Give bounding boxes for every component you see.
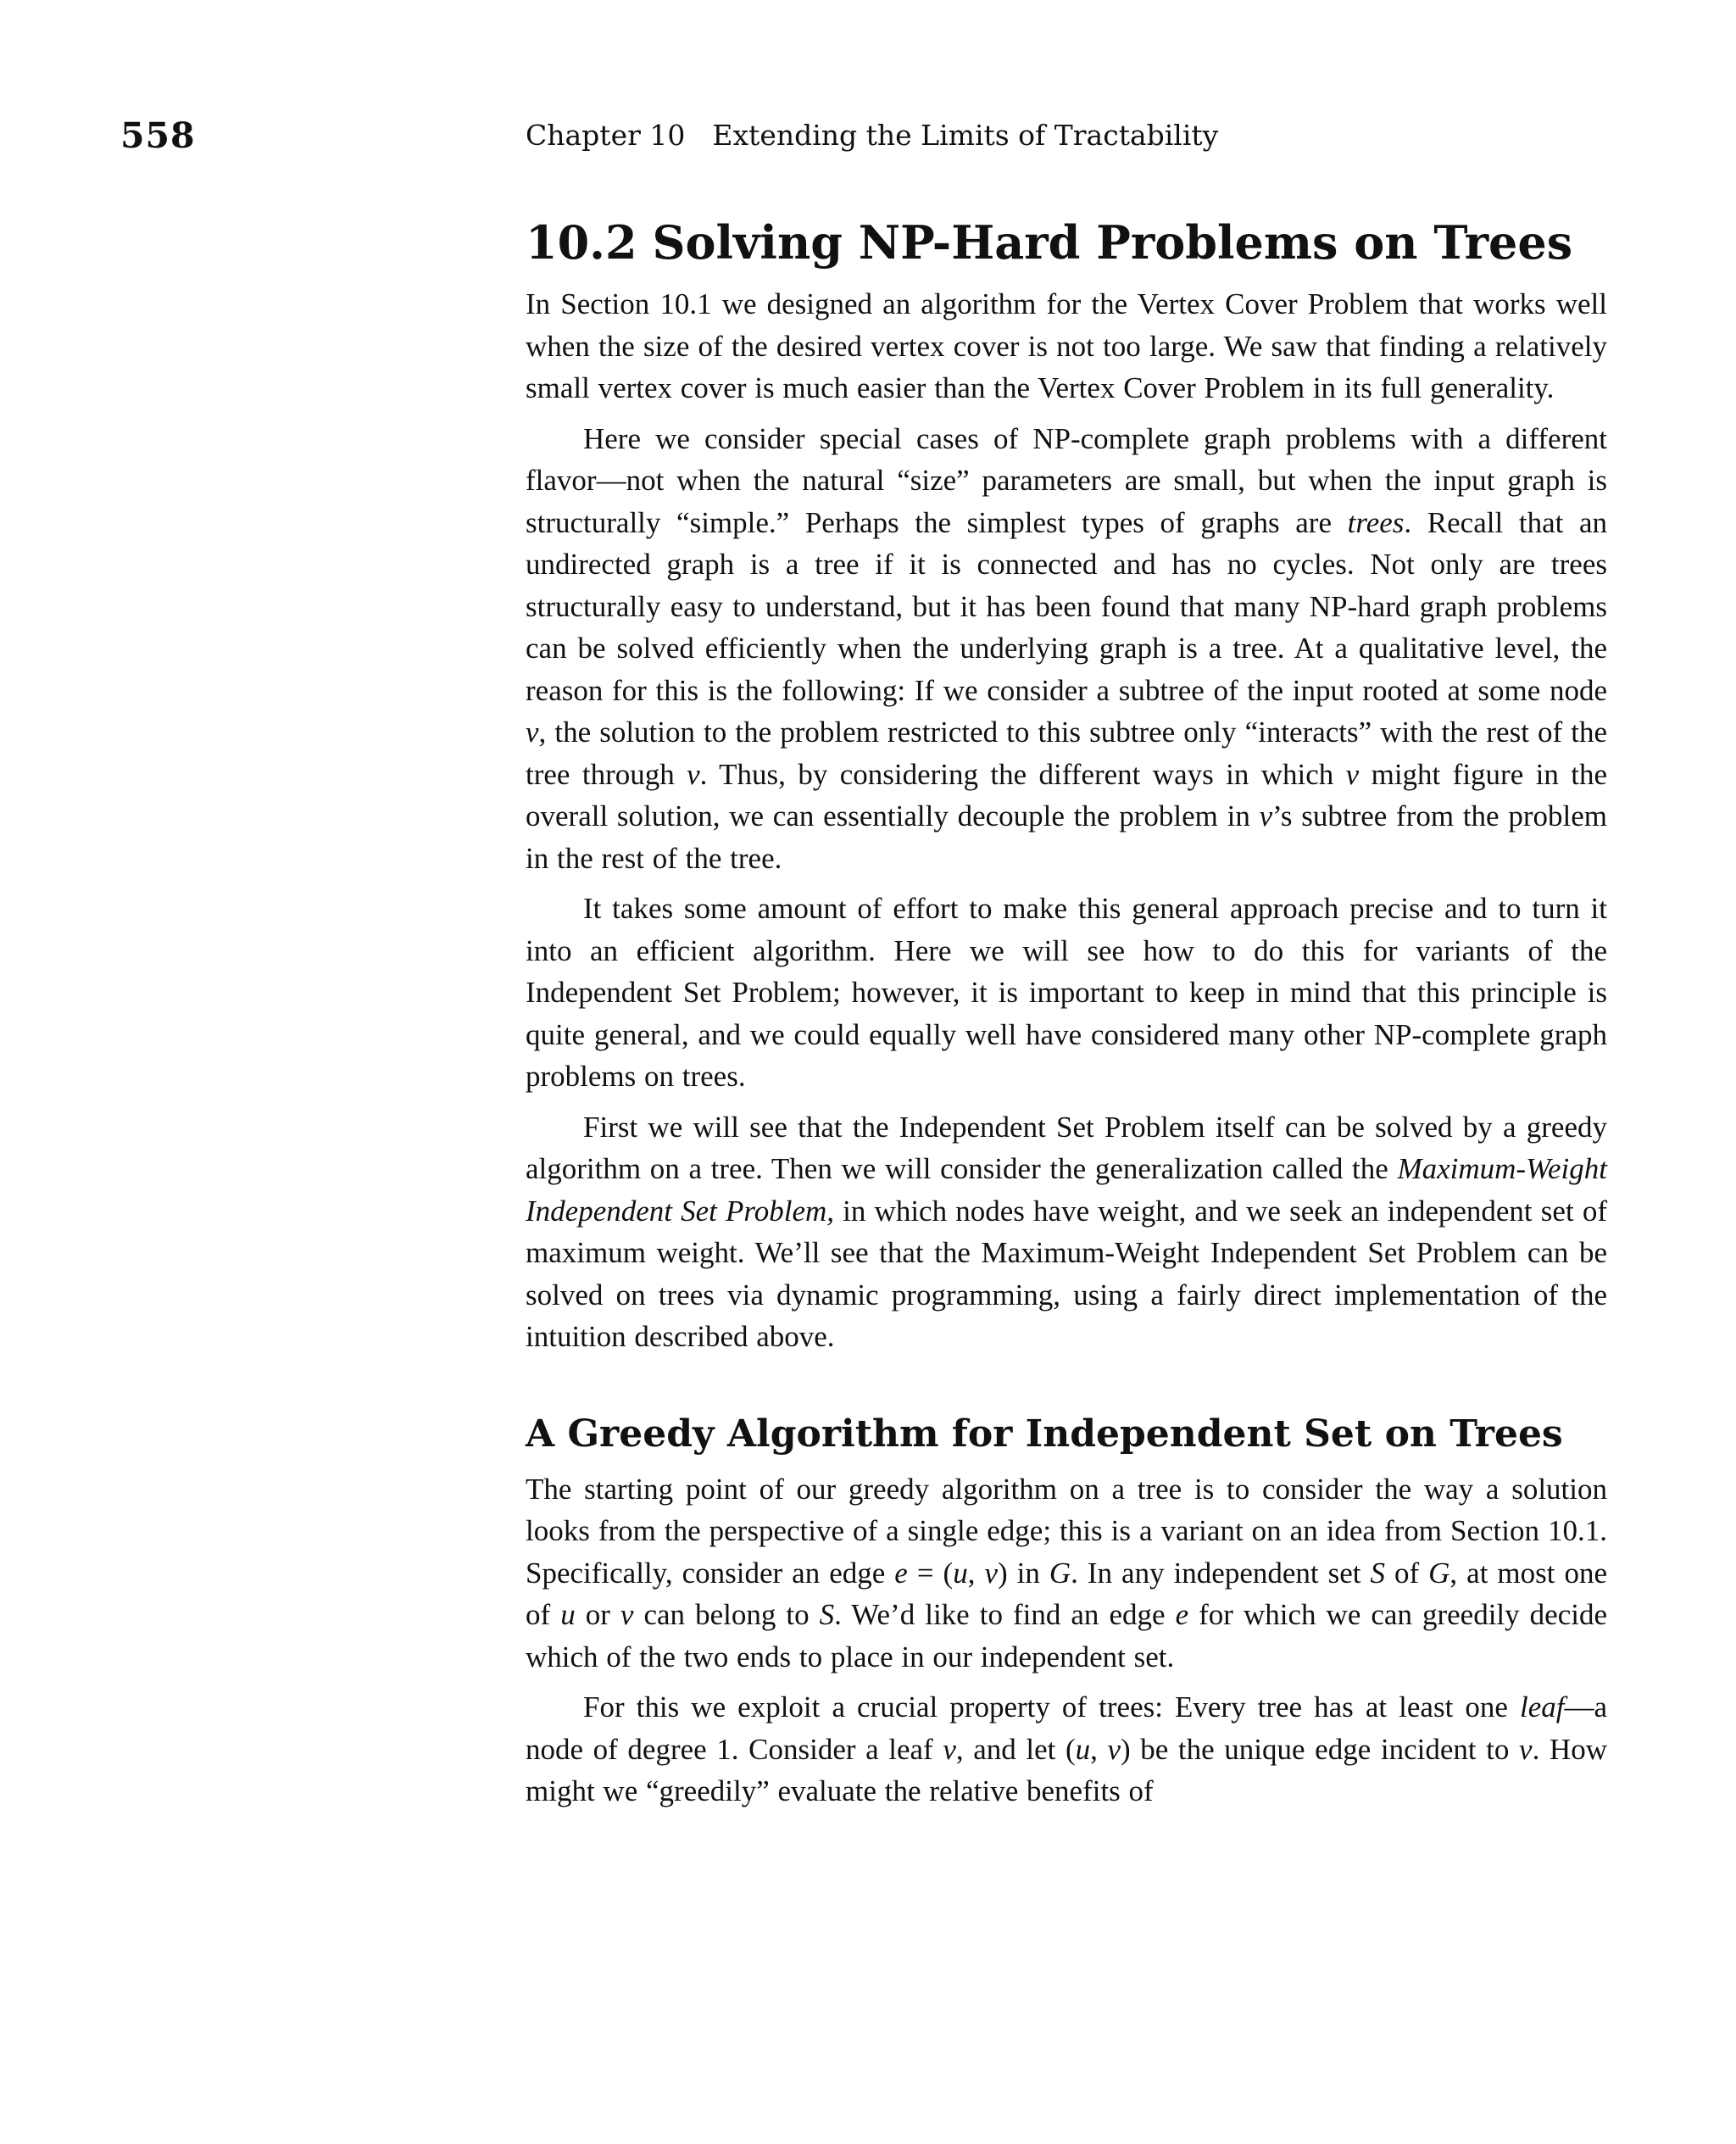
section-number: 10.2 xyxy=(526,215,637,270)
paragraph-6: For this we exploit a crucial property of trees: Every tree has at least one leaf—a node of degree 1. Consider a leaf v, and let (u, v) be the unique edge incident to v. How might we “greedily” evaluate the relative benefits of xyxy=(526,1690,1607,1807)
chapter-title: Extending the Limits of Tractability xyxy=(712,119,1219,152)
paragraph-4: First we will see that the Independent Set Problem itself can be solved by a greedy algorithm on a tree. Then we will consider the generalization called the Maximum-Weight Independent Set Problem, in which nodes have weight, and we seek an independent set of maximum weight. We’ll see that the Maximum-Weight Independent Set Problem can be solved on trees via dynamic programming, using a fairly direct implementation of the intuition described above. xyxy=(526,1110,1607,1353)
section-heading xyxy=(526,212,1607,273)
page-body xyxy=(526,212,1607,1821)
chapter-label: Chapter 10 xyxy=(526,119,686,152)
paragraph-3: It takes some amount of effort to make this general approach precise and to turn it into an efficient algorithm. Here we will see how to do this for variants of the Independent Set Problem; however, it is important to keep in mind that this principle is quite general, and we could equally well have considered many other NP-complete graph problems on trees. xyxy=(526,892,1607,1093)
page-number: 558 xyxy=(120,115,196,156)
section-title: Solving NP-Hard Problems on Trees xyxy=(652,215,1573,270)
paragraph-1: In Section 10.1 we designed an algorithm for the Vertex Cover Problem that works well when the size of the desired vertex cover is not too large. We saw that finding a relatively small vertex cover is much easier than the Vertex Cover Problem in its full generality. xyxy=(526,287,1607,404)
paragraph-5: The starting point of our greedy algorithm on a tree is to consider the way a solution looks from the perspective of a single edge; this is a variant on an idea from Section 10.1. Specifically, consider an edge e = (u, v) in G. In any independent set S of G, at most one of u or v can belong to S. We’d like to find an edge e for which we can greedily decide which of the two ends to place in our independent set. xyxy=(526,1472,1608,1673)
running-head xyxy=(526,119,1218,152)
paragraph-2: Here we consider special cases of NP-complete graph problems with a different flavor—not when the natural “size” parameters are small, but when the input graph is structurally “simple.” Perhaps the simplest types of graphs are trees. Recall that an undirected graph is a tree if it is connected and has no cycles. Not only are trees structurally easy to understand, but it has been found that many NP-hard graph problems can be solved efficiently when the underlying graph is a tree. At a qualitative level, the reason for this is the following: If we consider a subtree of the input rooted at some node v, the solution to the problem restricted to this subtree only “interacts” with the rest of the tree through v. Thus, by considering the different ways in which v might figure in the overall solution, we can essentially decouple the problem in v’s subtree from the problem in the rest of the tree. xyxy=(526,421,1608,875)
subsection-heading: A Greedy Algorithm for Independent Set on Trees xyxy=(526,1412,1563,1456)
